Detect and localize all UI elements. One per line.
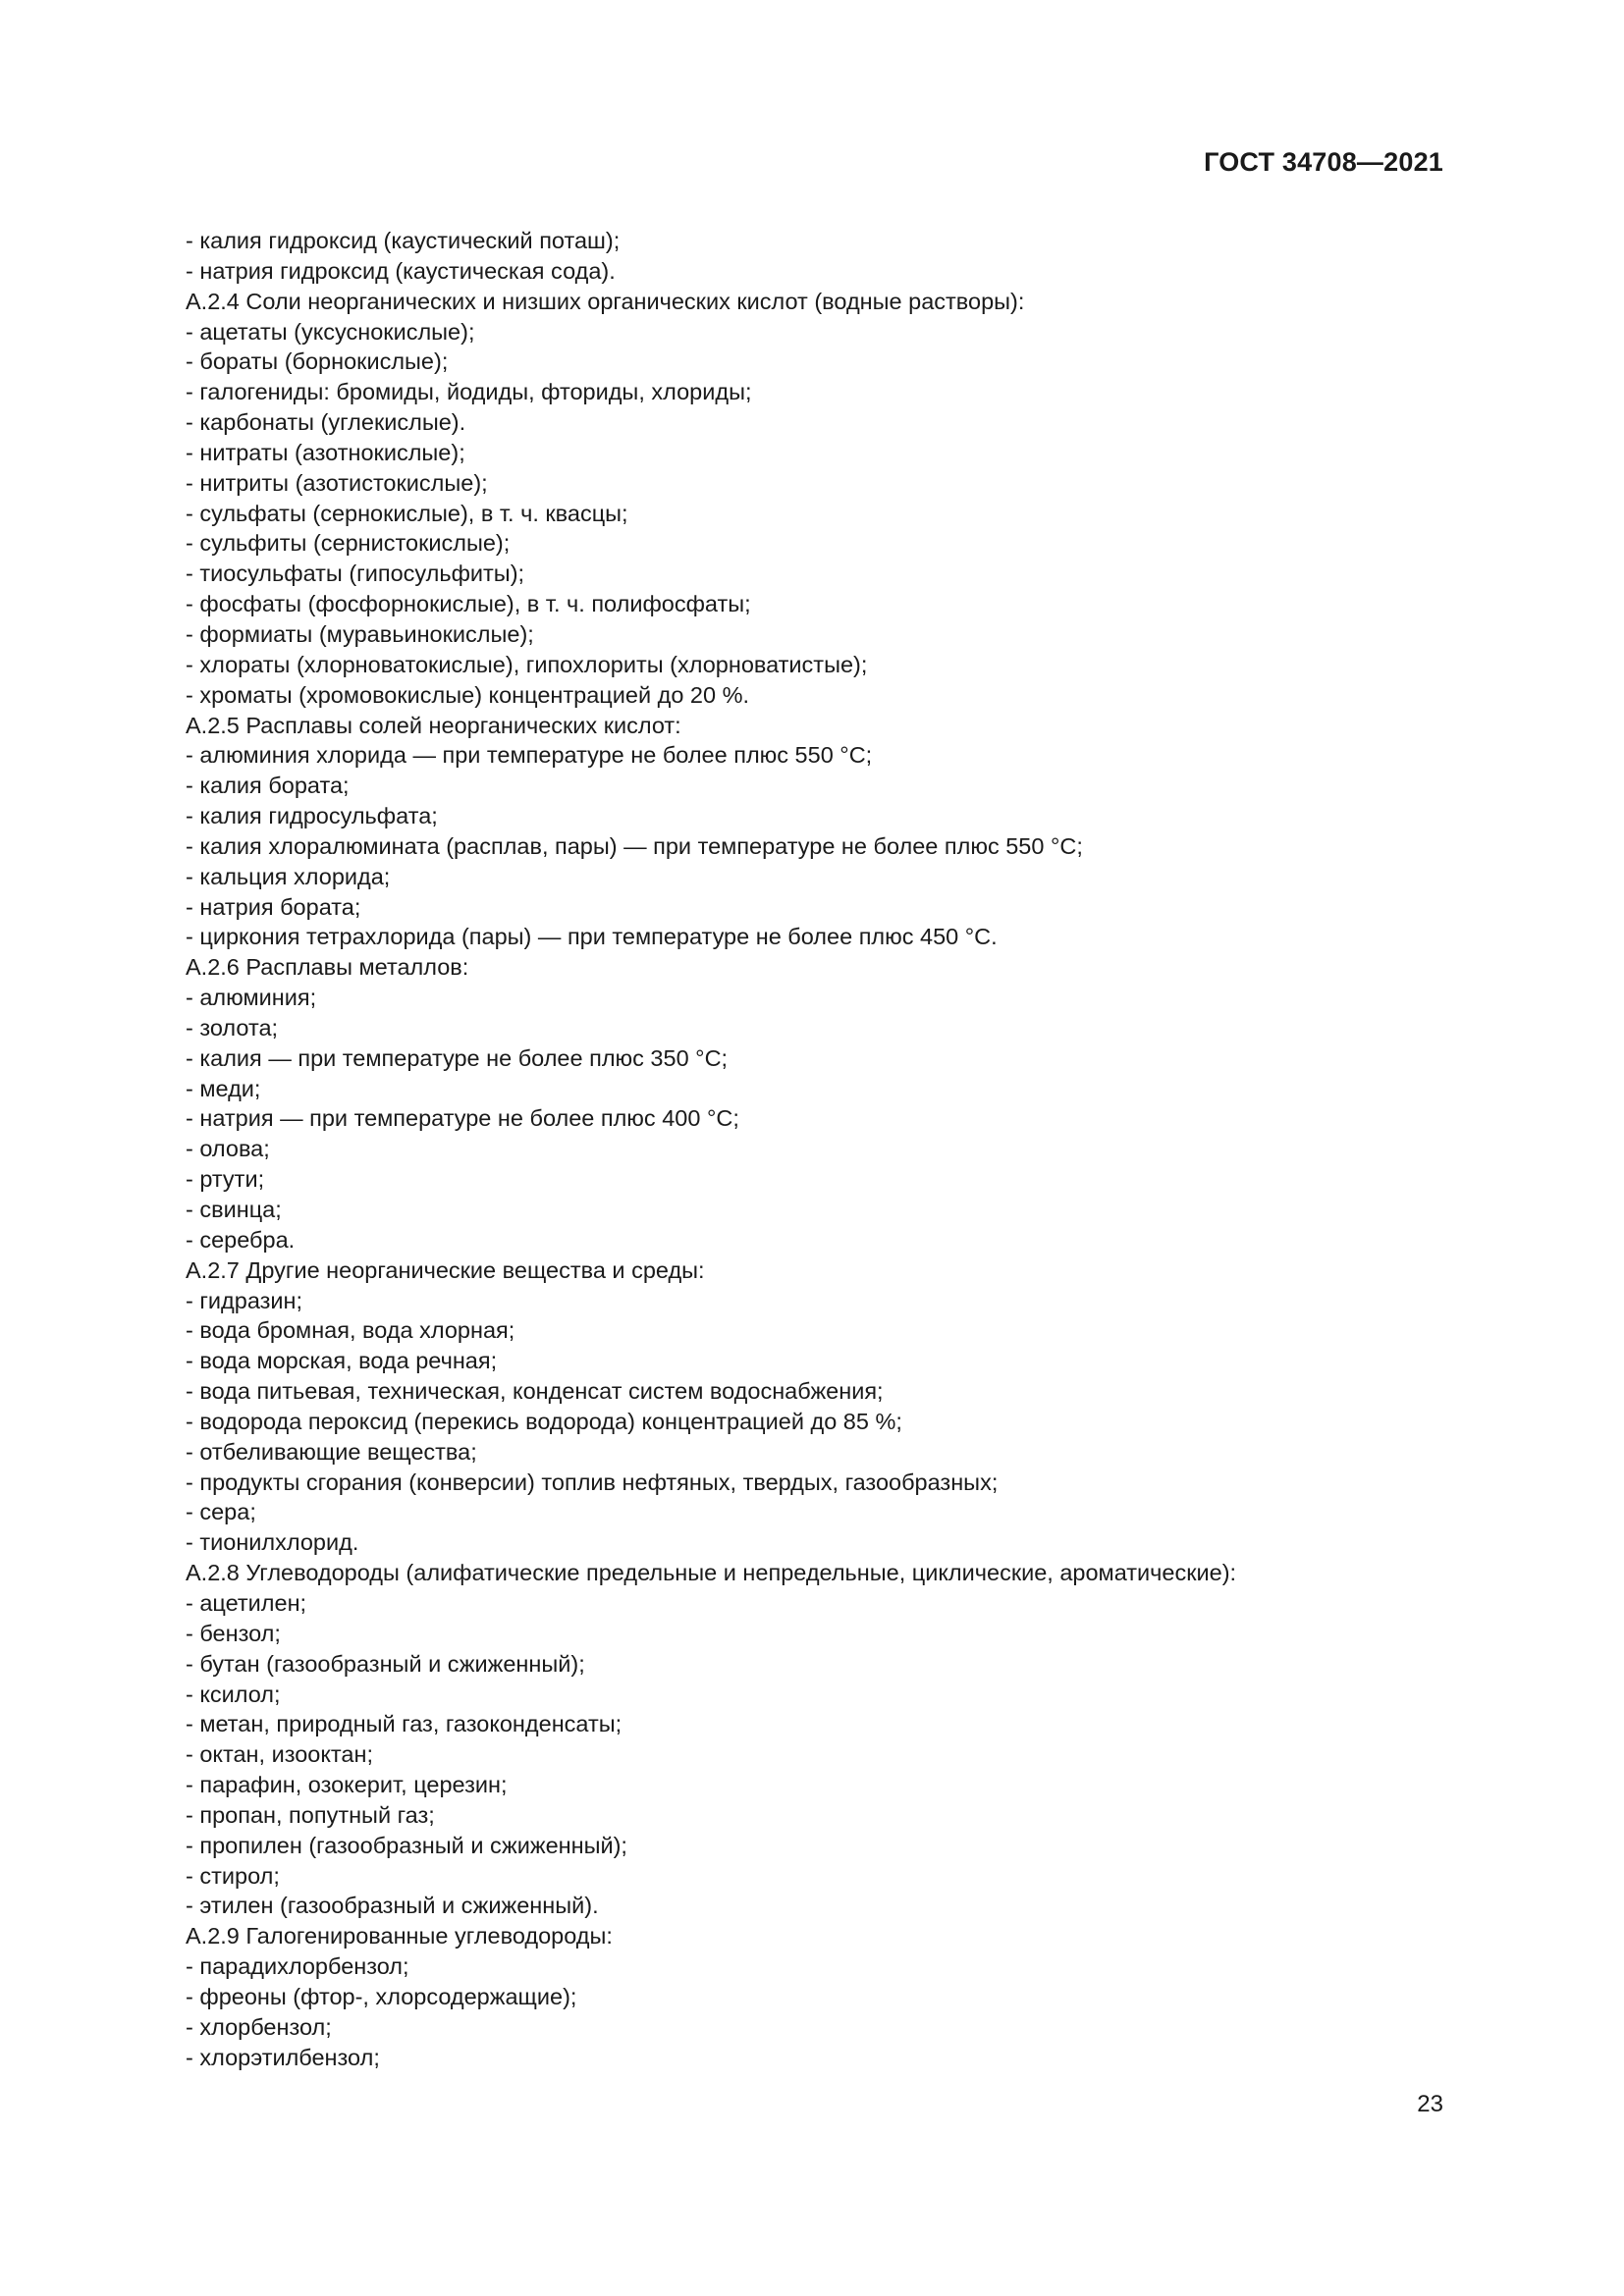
document-body (186, 226, 1442, 2072)
list-item: - формиаты (муравьинокислые); (186, 620, 534, 647)
list-item: - ртути; (186, 1166, 265, 1193)
list-item: - олова; (186, 1136, 270, 1162)
list-item: - хлорбензол; (186, 2013, 332, 2040)
list-item: - фреоны (фтор-, хлорсодержащие); (186, 1983, 577, 2009)
list-item: - бензол; (186, 1620, 281, 1646)
list-item: - калия хлоралюмината (расплав, пары) — при температуре не более плюс 550 °С; (186, 832, 1083, 859)
list-item: - продукты сгорания (конверсии) топлив нефтяных, твердых, газообразных; (186, 1468, 999, 1495)
list-item: - хроматы (хромовокислые) концентрацией до 20 %. (186, 681, 750, 708)
list-item: - тионилхлорид. (186, 1529, 359, 1556)
list-item: - сульфиты (сернистокислые); (186, 530, 511, 557)
list-item: - калия гидроксид (каустический поташ); (186, 228, 621, 253)
section-heading: А.2.9 Галогенированные углеводороды: (186, 1923, 613, 1949)
list-item: - гидразин; (186, 1287, 303, 1313)
section-heading: А.2.6 Расплавы металлов: (186, 954, 469, 981)
list-item: - пропан, попутный газ; (186, 1801, 435, 1828)
list-item: - калия бората; (186, 773, 350, 799)
list-item: - бораты (борнокислые); (186, 348, 449, 375)
list-item: - калия гидросульфата; (186, 803, 438, 829)
list-item: - вода морская, вода речная; (186, 1348, 498, 1374)
list-item: - хлораты (хлорноватокислые), гипохлориты (хлорноватистые); (186, 651, 868, 677)
section-heading: А.2.8 Углеводороды (алифатические предельные и непредельные, циклические, ароматические): (186, 1560, 1237, 1586)
page-header-standard-code: ГОСТ 34708—2021 (1204, 147, 1443, 177)
list-item: - октан, изооктан; (186, 1741, 373, 1768)
list-item: - фосфаты (фосфорнокислые), в т. ч. полифосфаты; (186, 591, 751, 617)
list-item: - нитриты (азотистокислые); (186, 469, 488, 496)
list-item: - свинца; (186, 1197, 282, 1222)
list-item: - циркония тетрахлорида (пары) — при температуре не более плюс 450 °С. (186, 924, 998, 950)
list-item: - сера; (186, 1499, 256, 1525)
list-item: - парадихлорбензол; (186, 1953, 409, 1980)
list-item: - серебра. (186, 1226, 296, 1253)
list-item: - золота; (186, 1014, 279, 1041)
list-item: - карбонаты (углекислые). (186, 409, 466, 436)
list-item: - отбеливающие вещества; (186, 1438, 477, 1465)
list-item: - натрия — при температуре не более плюс 400 °С; (186, 1105, 739, 1132)
list-item: - метан, природный газ, газоконденсаты; (186, 1711, 623, 1737)
list-item: - вода бромная, вода хлорная; (186, 1317, 515, 1344)
section-heading: А.2.4 Соли неорганических и низших органических кислот (водные растворы): (186, 288, 1025, 314)
list-item: - водорода пероксид (перекись водорода) концентрацией до 85 %; (186, 1408, 902, 1434)
list-item: - кальция хлорида; (186, 863, 391, 889)
section-heading: А.2.5 Расплавы солей неорганических кислот: (186, 712, 681, 738)
list-item: - алюминия; (186, 985, 317, 1011)
list-item: - натрия гидроксид (каустическая сода). (186, 257, 616, 284)
list-item: - алюминия хлорида — при температуре не более плюс 550 °С; (186, 742, 873, 769)
list-item: - хлорэтилбензол; (186, 2044, 380, 2070)
list-item: - парафин, озокерит, церезин; (186, 1772, 508, 1798)
list-item: - тиосульфаты (гипосульфиты); (186, 561, 525, 587)
section-heading: А.2.7 Другие неорганические вещества и среды: (186, 1256, 705, 1283)
list-item: - бутан (газообразный и сжиженный); (186, 1650, 585, 1677)
list-item: - меди; (186, 1075, 261, 1101)
list-item: - сульфаты (сернокислые), в т. ч. квасцы; (186, 500, 628, 526)
list-item: - вода питьевая, техническая, конденсат систем водоснабжения; (186, 1378, 884, 1405)
list-item: - галогениды: бромиды, йодиды, фториды, хлориды; (186, 379, 752, 405)
page-number: 23 (1417, 2091, 1443, 2117)
list-item: - натрия бората; (186, 893, 361, 920)
list-item: - пропилен (газообразный и сжиженный); (186, 1832, 627, 1858)
list-item: - ксилол; (186, 1681, 281, 1707)
list-item: - ацетилен; (186, 1589, 307, 1616)
list-item: - ацетаты (уксуснокислые); (186, 318, 475, 345)
list-item: - этилен (газообразный и сжиженный). (186, 1893, 599, 1919)
list-item: - калия — при температуре не более плюс 350 °С; (186, 1044, 729, 1071)
list-item: - стирол; (186, 1862, 280, 1889)
list-item: - нитраты (азотнокислые); (186, 439, 465, 465)
